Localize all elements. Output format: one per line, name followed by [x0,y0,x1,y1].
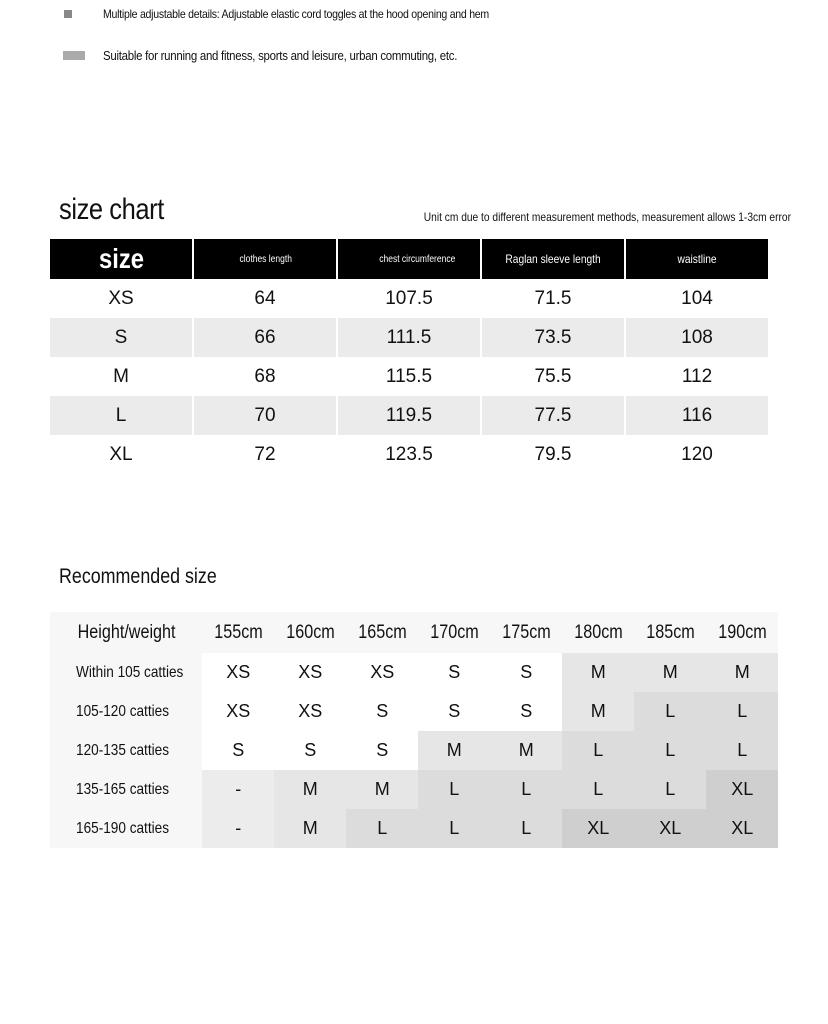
recommended-size-cell: L [634,731,706,770]
measurement-cell: 112 [681,365,713,387]
measurement-cell: 66 [194,318,336,357]
measurement-cell: 108 [626,318,768,357]
recommended-row [50,731,778,770]
measurement-cell: 120 [681,443,713,465]
measurement-cell: 68 [254,365,276,387]
recommended-size-cell: L [490,770,562,809]
recommended-size-title: Recommended size [59,565,217,588]
recommended-size-cell: XL [562,809,634,848]
height-header: 175cm [490,612,562,653]
recommended-size-cell: L [418,809,490,848]
recommended-size-cell: S [490,692,562,731]
feature-line-1 [60,7,542,21]
recommended-size-cell: S [418,653,490,692]
recommended-size-cell: S [490,653,562,692]
feature-text: Multiple adjustable details: Adjustable elastic cord toggles at the hood opening and hem [103,7,489,21]
recommended-row [50,809,778,848]
recommended-size-cell: M [274,770,346,809]
recommended-size-cell: L [634,770,706,809]
header-raglan-sleeve: Raglan sleeve length [482,239,624,279]
recommended-size-cell: S [346,692,418,731]
height-header: 155cm [202,612,274,653]
measurement-cell: 73.5 [482,318,624,357]
height-header: 170cm [418,612,490,653]
measurement-cell: 70 [194,396,336,435]
size-chart-row [50,357,768,396]
size-chart-row [50,396,768,435]
measurement-cell: 104 [681,287,713,309]
measurement-cell: 123.5 [385,443,433,465]
recommended-size-cell: XL [706,770,778,809]
recommended-size-cell: L [706,692,778,731]
height-header: 190cm [706,612,778,653]
recommended-size-cell: L [706,731,778,770]
recommended-size-cell: - [202,809,274,848]
recommended-size-cell: L [562,770,634,809]
recommended-size-cell: XS [202,692,274,731]
recommended-size-cell: M [562,692,634,731]
measurement-cell: 116 [626,396,768,435]
weight-label: 135-165 catties [50,770,202,809]
height-header: 160cm [274,612,346,653]
recommended-size-cell: S [274,731,346,770]
recommended-size-cell: M [490,731,562,770]
recommended-size-cell: M [418,731,490,770]
measurement-cell: 119.5 [338,396,480,435]
recommended-size-cell: M [562,653,634,692]
recommended-size-cell: XL [634,809,706,848]
measurement-cell: 64 [254,287,276,309]
recommended-size-cell: M [634,653,706,692]
recommended-size-cell: S [346,731,418,770]
height-header: 180cm [562,612,634,653]
recommended-size-cell: M [706,653,778,692]
recommended-size-cell: XL [706,809,778,848]
recommended-size-cell: L [346,809,418,848]
measurement-cell: 115.5 [385,365,433,387]
weight-label: 165-190 catties [50,809,202,848]
recommended-row [50,653,778,692]
measurement-cell: 111.5 [338,318,480,357]
recommended-row [50,770,778,809]
size-label: XS [108,287,134,309]
bullet-icon [63,51,85,60]
recommended-size-cell: XS [202,653,274,692]
recommended-size-cell: XS [274,653,346,692]
size-chart-title: size chart [59,193,164,226]
recommended-size-cell: M [346,770,418,809]
weight-label: Within 105 catties [50,653,202,692]
recommended-size-cell: - [202,770,274,809]
size-chart-table [48,239,770,474]
bullet-icon [64,10,72,18]
measurement-cell: 75.5 [534,365,572,387]
recommended-size-cell: L [490,809,562,848]
size-label: L [50,396,192,435]
recommended-size-cell: S [418,692,490,731]
recommended-size-cell: XS [274,692,346,731]
measurement-cell: 72 [254,443,276,465]
recommended-size-table [50,612,778,848]
weight-label: 105-120 catties [50,692,202,731]
recommended-size-cell: L [418,770,490,809]
recommended-size-cell: M [274,809,346,848]
header-size: size [50,239,192,279]
recommended-size-cell: L [634,692,706,731]
measurement-cell: 79.5 [534,443,572,465]
size-chart-header-row [50,239,768,279]
measurement-cell: 71.5 [534,287,572,309]
size-chart-row [50,279,768,318]
recommended-header-row [50,612,778,653]
header-chest: chest circumference [338,239,480,279]
size-label: M [113,365,129,387]
size-label: S [50,318,192,357]
height-header: 185cm [634,612,706,653]
header-height-weight: Height/weight [50,612,202,653]
measurement-cell: 107.5 [385,287,433,309]
size-chart-row [50,435,768,474]
size-chart-row [50,318,768,357]
recommended-size-cell: L [562,731,634,770]
header-waistline: waistline [626,239,768,279]
size-chart-note: Unit cm due to different measurement methods, measurement allows 1-3cm error [423,210,791,224]
weight-label: 120-135 catties [50,731,202,770]
recommended-size-cell: XS [346,653,418,692]
feature-text: Suitable for running and fitness, sports and leisure, urban commuting, etc. [103,48,458,63]
size-label: XL [109,443,133,465]
recommended-size-cell: S [202,731,274,770]
height-header: 165cm [346,612,418,653]
feature-line-2 [60,48,505,63]
recommended-row [50,692,778,731]
measurement-cell: 77.5 [482,396,624,435]
header-clothes-length: clothes length [194,239,336,279]
